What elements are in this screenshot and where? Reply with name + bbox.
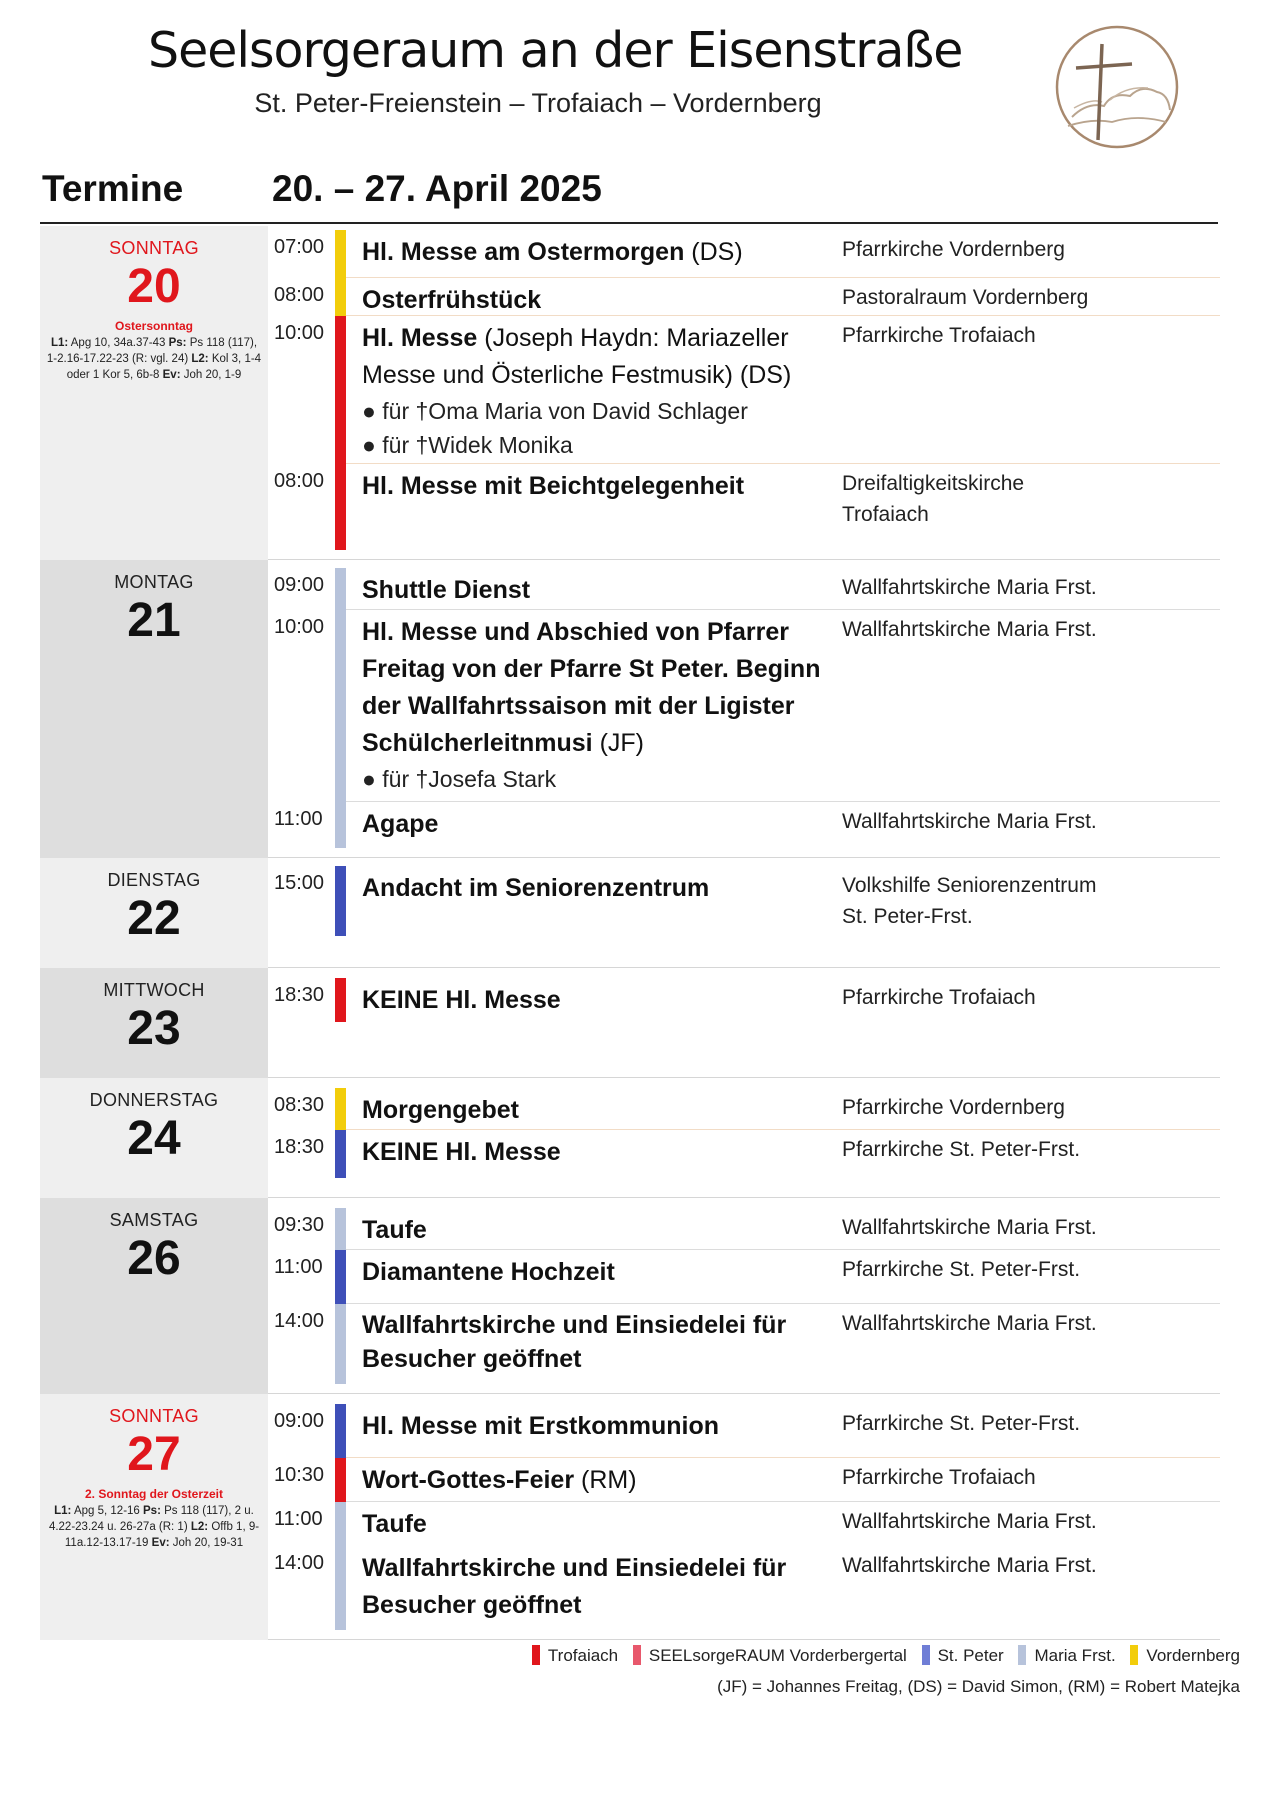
- event-location: Pfarrkirche St. Peter-Frst.: [842, 1412, 1081, 1435]
- event-row: [268, 1458, 1220, 1502]
- intention: ● für †Widek Monika: [362, 432, 573, 458]
- legend-swatch: [922, 1645, 930, 1665]
- day-name: MONTAG: [114, 572, 194, 592]
- event-location: Pastoralraum Vordernberg: [842, 286, 1089, 309]
- event-time: 15:00: [274, 872, 325, 894]
- event-row: [268, 1208, 1220, 1250]
- event-color-bar: [335, 1250, 346, 1304]
- event-location: Wallfahrtskirche Maria Frst.: [842, 1312, 1097, 1335]
- event-row: [268, 802, 1220, 848]
- event-color-bar: [335, 230, 346, 278]
- event-title: Hl. Messe am Ostermorgen (DS): [362, 238, 743, 266]
- event-time: 18:30: [274, 984, 325, 1006]
- event-location: Wallfahrtskirche Maria Frst.: [842, 618, 1097, 641]
- event-color-bar: [335, 610, 346, 802]
- event-title: Agape: [362, 810, 439, 838]
- event-title: Morgengebet: [362, 1096, 519, 1124]
- event-location: Pfarrkirche Trofaiach: [842, 324, 1036, 347]
- termine-date-range: 20. – 27. April 2025: [272, 168, 602, 209]
- event-row: [268, 230, 1220, 278]
- event-color-bar: [335, 278, 346, 316]
- day-name: SONNTAG: [109, 1406, 199, 1426]
- day-number: 24: [127, 1112, 181, 1165]
- color-legend: [440, 1645, 1240, 1666]
- event-time: 08:00: [274, 470, 325, 492]
- event-color-bar: [335, 464, 346, 550]
- event-color-bar: [335, 802, 346, 848]
- event-location: Wallfahrtskirche Maria Frst.: [842, 576, 1097, 599]
- day-number: 22: [127, 892, 181, 945]
- legend-item-vordernberg: Vordernberg: [1130, 1645, 1240, 1666]
- legend-swatch: [633, 1645, 641, 1665]
- feast-name: Ostersonntag: [114, 319, 193, 333]
- event-title: Osterfrühstück: [362, 286, 542, 314]
- event-time: 07:00: [274, 236, 325, 258]
- day-name: DONNERSTAG: [89, 1090, 219, 1110]
- feast-name: 2. Sonntag der Osterzeit: [84, 1487, 224, 1501]
- legend-swatch: [532, 1645, 540, 1665]
- readings: L1: Apg 5, 12-16 Ps: Ps 118 (117), 2 u. 4.22-23.24 u. 26-27a (R: 1) L2: Offb 1, 9-11a.12-13.17-19 Ev: Joh 20, 19-31: [48, 1505, 260, 1549]
- event-color-bar: [335, 1458, 346, 1502]
- event-title: Taufe: [362, 1510, 427, 1538]
- event-location: Pfarrkirche St. Peter-Frst.: [842, 1258, 1081, 1281]
- event-color-bar: [335, 1208, 346, 1250]
- day-cell: [40, 1394, 268, 1640]
- event-location: Pfarrkirche Trofaiach: [842, 986, 1036, 1009]
- page-header: [0, 0, 1278, 150]
- event-row: [268, 1304, 1220, 1384]
- legend-item-trofaiach: Trofaiach: [532, 1645, 618, 1666]
- event-time: 14:00: [274, 1310, 325, 1332]
- day-number: 27: [127, 1428, 181, 1481]
- event-color-bar: [335, 866, 346, 936]
- event-row: [268, 610, 1220, 802]
- day-block-montag-21: [40, 560, 1220, 858]
- event-location: Wallfahrtskirche Maria Frst.: [842, 1554, 1097, 1577]
- day-name: DIENSTAG: [107, 870, 201, 890]
- event-title: Wort-Gottes-Feier (RM): [362, 1466, 637, 1494]
- event-title: Wallfahrtskirche und Einsiedelei für Besucher geöffnet: [362, 1554, 787, 1619]
- event-title: Wallfahrtskirche und Einsiedelei für Besucher geöffnet: [362, 1311, 787, 1373]
- event-title: Hl. Messe mit Erstkommunion: [362, 1412, 720, 1440]
- abbreviation-legend: (JF) = Johannes Freitag, (DS) = David Simon, (RM) = Robert Matejka: [717, 1677, 1240, 1696]
- day-name: MITTWOCH: [103, 980, 205, 1000]
- day-number: 26: [127, 1232, 181, 1285]
- event-title: Andacht im Seniorenzentrum: [362, 874, 710, 902]
- legend-swatch: [1130, 1645, 1138, 1665]
- day-cell: [40, 1198, 268, 1394]
- event-row: [268, 978, 1220, 1022]
- event-title: Hl. Messe und Abschied von Pfarrer Freitag von der Pfarre St Peter. Beginn der Wallfahrtssaison mit der Ligister Schülcherleitnmusi (JF) ● für †Josefa Stark: [362, 614, 862, 796]
- event-location: Wallfahrtskirche Maria Frst.: [842, 1216, 1097, 1239]
- event-time: 09:00: [274, 1410, 325, 1432]
- day-cell: [40, 560, 268, 858]
- day-number: 21: [127, 594, 181, 647]
- event-location: Pfarrkirche Vordernberg: [842, 238, 1065, 261]
- day-number: 23: [127, 1002, 181, 1055]
- event-row: [268, 1088, 1220, 1130]
- event-time: 08:30: [274, 1094, 325, 1116]
- event-row: [268, 1546, 1220, 1630]
- day-block-sonntag-27: [40, 1394, 1220, 1640]
- termine-heading: [40, 168, 1218, 224]
- legend-swatch: [1018, 1645, 1026, 1665]
- intention: ● für †Oma Maria von David Schlager: [362, 398, 748, 424]
- event-time: 10:00: [274, 322, 325, 344]
- event-time: 10:00: [274, 616, 325, 638]
- event-time: 10:30: [274, 1464, 325, 1486]
- event-row: [268, 316, 1220, 464]
- event-title: Hl. Messe mit Beichtgelegenheit: [362, 472, 745, 500]
- intention: ● für †Josefa Stark: [362, 766, 557, 792]
- day-cell: [40, 858, 268, 968]
- page-subtitle: St. Peter-Freienstein – Trofaiach – Vordernberg: [254, 88, 822, 118]
- event-color-bar: [335, 1404, 346, 1458]
- event-row: [268, 1130, 1220, 1178]
- event-time: 18:30: [274, 1136, 325, 1158]
- cross-and-clouds-logo: [1052, 22, 1182, 152]
- event-time: 09:30: [274, 1214, 325, 1236]
- day-divider: [268, 1639, 1220, 1640]
- event-row: [268, 1502, 1220, 1546]
- day-block-mittwoch-23: [40, 968, 1220, 1078]
- event-location: Pfarrkirche Trofaiach: [842, 1466, 1036, 1489]
- event-row: [268, 568, 1220, 610]
- legend-item-maria-frst: Maria Frst.: [1018, 1645, 1115, 1666]
- day-cell: [40, 226, 268, 560]
- day-block-donnerstag-24: [40, 1078, 1220, 1198]
- day-cell: [40, 968, 268, 1078]
- page-title: Seelsorgeraum an der Eisenstraße: [148, 22, 963, 79]
- termine-label: Termine: [42, 168, 184, 209]
- event-color-bar: [335, 1546, 346, 1630]
- event-title: Hl. Messe (Joseph Haydn: Mariazeller Messe und Österliche Festmusik) (DS) ● für †Oma Maria von David Schlager ● für †Widek Monika: [362, 320, 862, 462]
- event-color-bar: [335, 1088, 346, 1130]
- event-color-bar: [335, 1130, 346, 1178]
- event-location: Wallfahrtskirche Maria Frst.: [842, 810, 1097, 833]
- event-time: 09:00: [274, 574, 325, 596]
- day-block-samstag-26: [40, 1198, 1220, 1394]
- day-number: 20: [127, 260, 181, 313]
- event-time: 08:00: [274, 284, 325, 306]
- event-location: Pfarrkirche St. Peter-Frst.: [842, 1138, 1081, 1161]
- event-title: KEINE Hl. Messe: [362, 1138, 561, 1166]
- event-row: [268, 1404, 1220, 1458]
- event-color-bar: [335, 1304, 346, 1384]
- event-color-bar: [335, 568, 346, 610]
- event-location: Dreifaltigkeitskirche Trofaiach: [842, 472, 1025, 526]
- day-block-sonntag-20: [40, 226, 1220, 560]
- event-location: Volkshilfe Seniorenzentrum St. Peter-Frst.: [842, 874, 1097, 928]
- event-time: 11:00: [274, 1256, 323, 1278]
- event-row: [268, 464, 1220, 550]
- event-title: Diamantene Hochzeit: [362, 1258, 615, 1286]
- legend-item-seelsorgeraum: SEELsorgeRAUM Vorderbergertal: [633, 1645, 907, 1666]
- event-color-bar: [335, 978, 346, 1022]
- day-cell: [40, 1078, 268, 1198]
- event-time: 14:00: [274, 1552, 325, 1574]
- event-time: 11:00: [274, 1508, 323, 1530]
- day-name: SONNTAG: [109, 238, 199, 258]
- readings: L1: Apg 10, 34a.37-43 Ps: Ps 118 (117), 1-2.16-17.22-23 (R: vgl. 24) L2: Kol 3, 1-4 oder 1 Kor 5, 6b-8 Ev: Joh 20, 1-9: [46, 337, 262, 381]
- event-row: [268, 866, 1220, 936]
- event-time: 11:00: [274, 808, 323, 830]
- event-title: Taufe: [362, 1216, 427, 1244]
- event-title: KEINE Hl. Messe: [362, 986, 561, 1014]
- event-title: Shuttle Dienst: [362, 576, 531, 604]
- event-color-bar: [335, 316, 346, 464]
- day-block-dienstag-22: [40, 858, 1220, 968]
- event-color-bar: [335, 1502, 346, 1546]
- event-location: Wallfahrtskirche Maria Frst.: [842, 1510, 1097, 1533]
- event-row: [268, 1250, 1220, 1304]
- event-location: Pfarrkirche Vordernberg: [842, 1096, 1065, 1119]
- event-row: [268, 278, 1220, 316]
- legend-item-st-peter: St. Peter: [922, 1645, 1004, 1666]
- day-name: SAMSTAG: [109, 1210, 199, 1230]
